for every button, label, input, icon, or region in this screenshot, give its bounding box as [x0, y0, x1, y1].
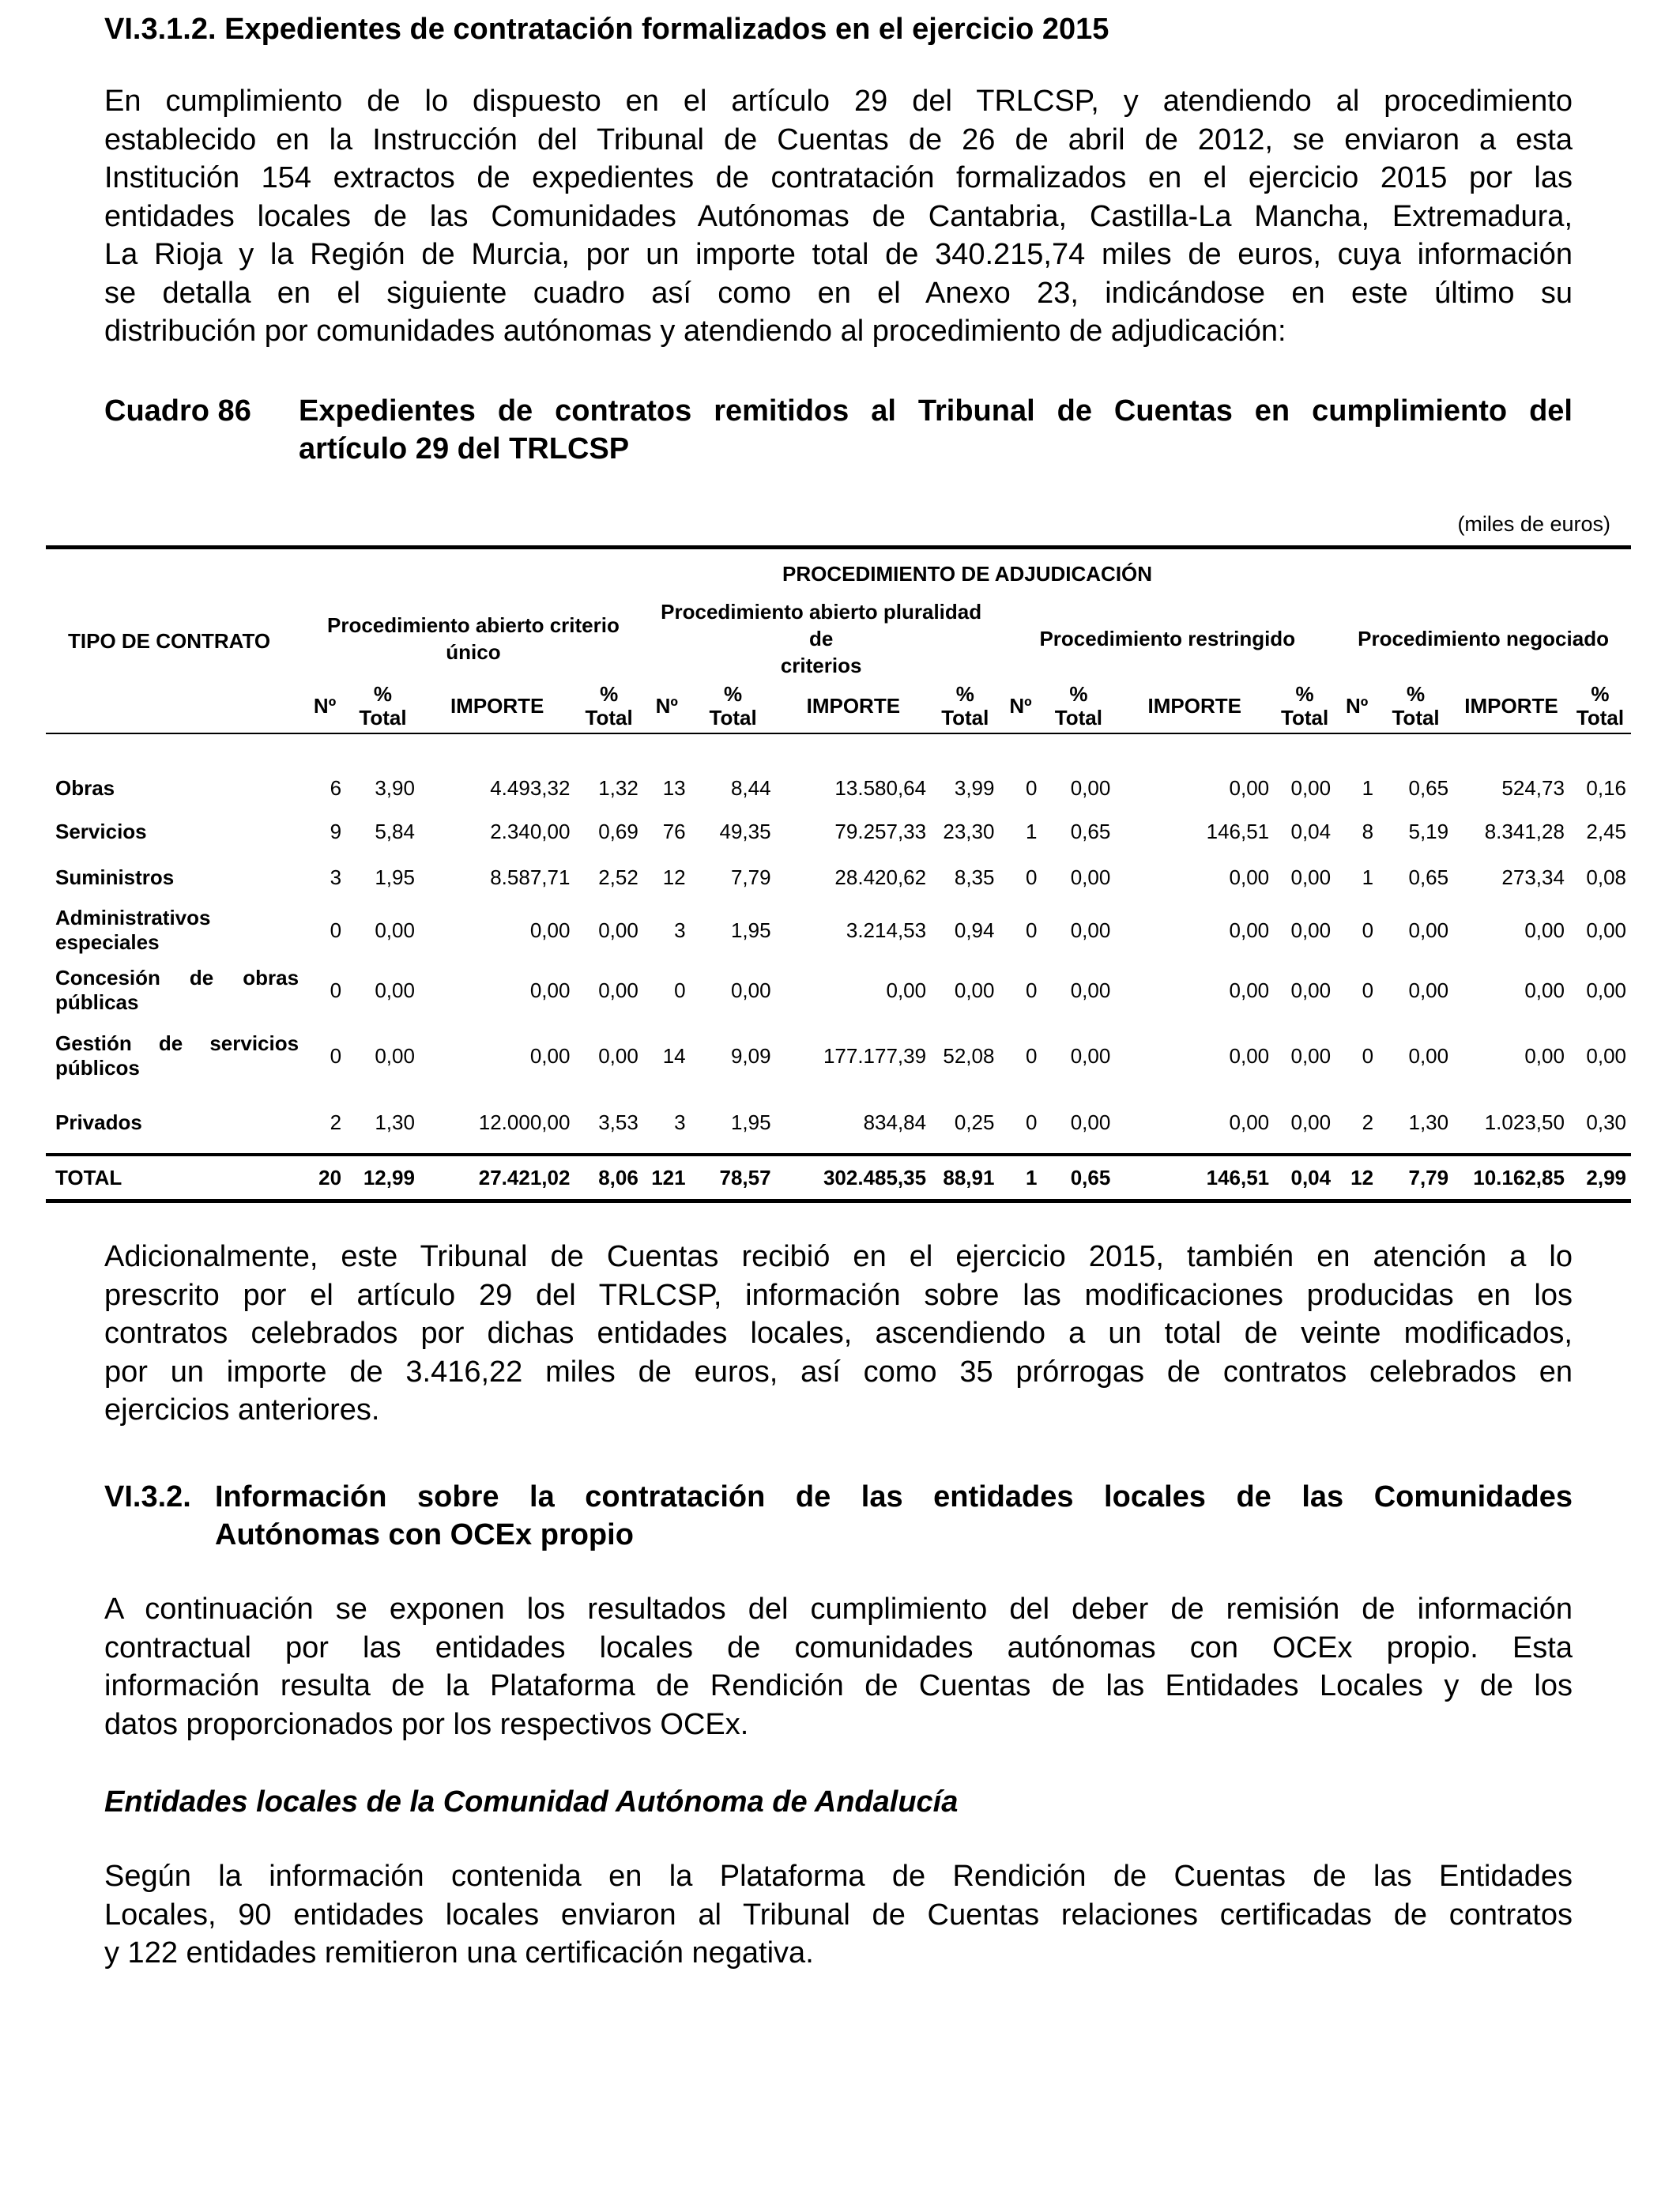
table-cell: 0,30: [1586, 1110, 1626, 1134]
section-heading-vi-3-1-2: VI.3.1.2. Expedientes de contratación formalizados en el ejercicio 2015: [104, 13, 1109, 46]
table-cell: 0,00: [1290, 918, 1332, 942]
row-label: Suministros: [55, 865, 175, 889]
table-cell: 3: [674, 918, 686, 942]
total-cell: 10.162,85: [1453, 1155, 1569, 1201]
header-group-restringido: Procedimiento restringido: [1039, 627, 1296, 650]
row-label: Servicios: [55, 819, 147, 843]
table-cell: 0: [1362, 918, 1374, 942]
total-cell: 7,79: [1378, 1155, 1453, 1201]
table-cell: 0,00: [1290, 776, 1332, 800]
subheader-importe: IMPORTE: [420, 679, 575, 733]
table-cell: 0,00: [1070, 1043, 1111, 1068]
table-cell: 0,65: [1070, 819, 1111, 843]
paragraph-line: distribución por comunidades autónomas y atendiendo al procedimiento de adjudicación:: [104, 315, 1286, 348]
paragraph-line: se detalla en el siguiente cuadro así como en el Anexo 23, indicándose en este último su: [104, 276, 1573, 310]
table-cell: 12.000,00: [478, 1110, 571, 1134]
table-row: [46, 1091, 1631, 1155]
table-cell: 3: [330, 865, 342, 889]
total-label: TOTAL: [46, 1155, 303, 1201]
table-cell: 0,00: [1408, 918, 1449, 942]
table-cell: 1,30: [1408, 1110, 1449, 1134]
paragraph-line: establecido en la Instrucción del Tribunal de Cuentas de 26 de abril de 2012, se enviaron a esta: [104, 123, 1573, 156]
table-cell: 0,00: [1070, 776, 1111, 800]
table-row: [46, 1020, 1631, 1091]
row-label: Obras: [55, 776, 115, 800]
table-cell: 2.340,00: [490, 819, 571, 843]
header-procedimiento: PROCEDIMIENTO DE ADJUDICACIÓN: [303, 548, 1631, 599]
total-cell: 12: [1335, 1155, 1378, 1201]
table-cell: 273,34: [1501, 865, 1565, 889]
table-cell: 1,95: [730, 918, 771, 942]
table-cell: 23,30: [943, 819, 995, 843]
table-cell: 12: [662, 865, 686, 889]
table-cell: 14: [662, 1043, 686, 1068]
table-body: [46, 733, 1631, 1155]
table-cell: 2,52: [598, 865, 638, 889]
paragraph-line: ejercicios anteriores.: [104, 1393, 380, 1427]
table-cell: 0: [1025, 1110, 1038, 1134]
table-cell: 1,95: [375, 865, 415, 889]
table-cell: 0: [1025, 776, 1038, 800]
table-cell: 1.023,50: [1484, 1110, 1565, 1134]
total-cell: 0,65: [1042, 1155, 1115, 1201]
table-cell: 8,44: [730, 776, 771, 800]
row-label: Privados: [55, 1110, 142, 1134]
section-title-line: Autónomas con OCEx propio: [215, 1518, 634, 1551]
table-cell: 0,00: [1229, 1110, 1270, 1134]
table-cell: 0,69: [598, 819, 638, 843]
caption-line: artículo 29 del TRLCSP: [299, 432, 630, 466]
header-group-abierto-unico: Procedimiento abierto criterio único: [327, 613, 620, 664]
paragraph-line: Institución 154 extractos de expedientes de contratación formalizados en el ejercicio 2015 por las: [104, 161, 1573, 194]
subheader-pct-total: % Total: [1378, 679, 1453, 733]
table-cell: 0,00: [598, 918, 638, 942]
table-units: (miles de euros): [1457, 512, 1610, 536]
subheader-pct-total: % Total: [346, 679, 420, 733]
table-cell: 0,25: [954, 1110, 995, 1134]
paragraph-modificaciones: [104, 1238, 1573, 1430]
table-cell: 0: [1025, 865, 1038, 889]
paragraph-line: Adicionalmente, este Tribunal de Cuentas recibió en el ejercicio 2015, también en atención a lo: [104, 1240, 1573, 1273]
paragraph-line: contratos celebrados por dichas entidades locales, ascendiendo a un total de veinte modificados,: [104, 1317, 1573, 1350]
total-cell: 88,91: [931, 1155, 999, 1201]
table-cell: 0,00: [1586, 918, 1626, 942]
table-cell: 0,00: [1290, 1043, 1332, 1068]
table-cell: 9: [330, 819, 342, 843]
table-cell: 76: [662, 819, 686, 843]
table-cell: 0,65: [1408, 865, 1449, 889]
table-caption-title: [299, 392, 1573, 468]
total-cell: 20: [303, 1155, 346, 1201]
table-row: [46, 900, 1631, 960]
header-group-negociado: Procedimiento negociado: [1358, 627, 1609, 650]
section-title-line: Información sobre la contratación de las entidades locales de las Comunidades: [215, 1480, 1573, 1514]
section-title: [215, 1478, 1573, 1554]
subheader-pct-total: % Total: [1569, 679, 1631, 733]
table-cell: 0,00: [1070, 918, 1111, 942]
paragraph-line: y 122 entidades remitieron una certificación negativa.: [104, 1936, 814, 1970]
table-cell: 3: [674, 1110, 686, 1134]
table-cell: 0,00: [1290, 978, 1332, 1002]
table-cell: 5,19: [1408, 819, 1449, 843]
table-cell: 7,79: [730, 865, 771, 889]
paragraph-line: contractual por las entidades locales de comunidades autónomas con OCEx propio. Esta: [104, 1630, 1573, 1664]
total-cell: 121: [643, 1155, 691, 1201]
table-cell: 0: [1025, 918, 1038, 942]
table-cell: 3,99: [954, 776, 995, 800]
subheader-numero: Nº: [303, 679, 346, 733]
table-cell: 0: [1362, 978, 1374, 1002]
table-cell: 4.493,32: [490, 776, 571, 800]
table-cell: 3,53: [598, 1110, 638, 1134]
total-cell: 302.485,35: [776, 1155, 932, 1201]
table-cell: 1: [1025, 819, 1038, 843]
subsection-heading-andalucia: Entidades locales de la Comunidad Autónoma de Andalucía: [104, 1785, 959, 1819]
subheader-pct-total: % Total: [1274, 679, 1335, 733]
subheader-numero: Nº: [999, 679, 1042, 733]
paragraph-line: prescrito por el artículo 29 del TRLCSP, información sobre las modificaciones producidas en los: [104, 1278, 1573, 1312]
table-row: [46, 733, 1631, 809]
table-cell: 5,84: [375, 819, 415, 843]
paragraph-line: por un importe de 3.416,22 miles de euros, así como 35 prórrogas de contratos celebrados en: [104, 1355, 1573, 1389]
table-cell: 0,00: [1586, 1043, 1626, 1068]
table-cell: 0,00: [1229, 978, 1270, 1002]
table-cell: 0,00: [1524, 1043, 1565, 1068]
table-cell: 0: [330, 918, 342, 942]
paragraph-line: entidades locales de las Comunidades Autónomas de Cantabria, Castilla-La Mancha, Extremadura,: [104, 199, 1573, 233]
table-cell: 6: [330, 776, 342, 800]
table-cell: 1: [1362, 865, 1374, 889]
paragraph-line: En cumplimiento de lo dispuesto en el artículo 29 del TRLCSP, y atendiendo al procedimiento: [104, 85, 1573, 118]
table-cell: 0,00: [529, 1043, 571, 1068]
table-cell: 0,00: [1070, 978, 1111, 1002]
table-cell: 0,00: [1408, 1043, 1449, 1068]
table-row: [46, 809, 1631, 854]
paragraph-ocex: [104, 1590, 1573, 1744]
paragraph-line: A continuación se exponen los resultados del cumplimiento del deber de remisión de información: [104, 1593, 1573, 1626]
table-cell: 146,51: [1206, 819, 1270, 843]
total-cell: 8,06: [574, 1155, 642, 1201]
table-cell: 13: [662, 776, 686, 800]
table-cell: 0,00: [730, 978, 771, 1002]
paragraph-line: datos proporcionados por los respectivos OCEx.: [104, 1707, 749, 1741]
table-cell: 0: [1025, 1043, 1038, 1068]
table-cell: 1: [1362, 776, 1374, 800]
total-cell: 146,51: [1115, 1155, 1274, 1201]
table-cell: 1,95: [730, 1110, 771, 1134]
table-cell: 0,08: [1586, 865, 1626, 889]
table-cell: 0,00: [1229, 776, 1270, 800]
table-cell: 3.214,53: [846, 918, 927, 942]
table-total-row: [46, 1155, 1631, 1201]
total-cell: 2,99: [1569, 1155, 1631, 1201]
total-cell: 1: [999, 1155, 1042, 1201]
table-cell: 0,00: [1586, 978, 1626, 1002]
section-number: VI.3.2.: [104, 1480, 191, 1514]
table-row: [46, 960, 1631, 1020]
table-cell: 8: [1362, 819, 1374, 843]
table-cell: 0,00: [598, 978, 638, 1002]
table-cell: 3,90: [375, 776, 415, 800]
table-cell: 28.420,62: [834, 865, 927, 889]
table-cell: 1,32: [598, 776, 638, 800]
table-cell: 0,00: [375, 978, 415, 1002]
table-cell: 0,00: [1290, 1110, 1332, 1134]
table-cell: 0,00: [1524, 918, 1565, 942]
table-cell: 2: [330, 1110, 342, 1134]
paragraph-andalucia: [104, 1857, 1573, 1973]
header-tipo-contrato: TIPO DE CONTRATO: [46, 548, 303, 734]
table-cell: 8.587,71: [490, 865, 571, 889]
total-cell: 78,57: [691, 1155, 776, 1201]
table-cell: 524,73: [1501, 776, 1565, 800]
table-cell: 0: [330, 978, 342, 1002]
table-cell: 0,94: [954, 918, 995, 942]
table-cell: 0,00: [529, 978, 571, 1002]
table-cell: 0,00: [1229, 1043, 1270, 1068]
row-label: Gestión de servicios públicos: [55, 1031, 299, 1080]
table-cell: 0,00: [1070, 865, 1111, 889]
row-label: Administrativos especiales: [55, 906, 211, 954]
table-cell: 0,00: [1290, 865, 1332, 889]
table-cell: 0,00: [529, 918, 571, 942]
subheader-importe: IMPORTE: [1453, 679, 1569, 733]
table-cell: 0: [330, 1043, 342, 1068]
paragraph-line: información resulta de la Plataforma de Rendición de Cuentas de las Entidades Locales y de los: [104, 1669, 1573, 1702]
paragraph-line: Locales, 90 entidades locales enviaron al Tribunal de Cuentas relaciones certificadas de contratos: [104, 1898, 1573, 1932]
total-cell: 27.421,02: [420, 1155, 575, 1201]
table-cell: 49,35: [719, 819, 771, 843]
table-caption-number: Cuadro 86: [104, 394, 251, 428]
contracts-table: [46, 545, 1631, 1203]
paragraph-line: La Rioja y la Región de Murcia, por un importe total de 340.215,74 miles de euros, cuya información: [104, 238, 1573, 271]
table-cell: 0,00: [1408, 978, 1449, 1002]
row-label: Concesión de obras públicas: [55, 966, 299, 1014]
table-cell: 79.257,33: [834, 819, 927, 843]
table-cell: 0,00: [1524, 978, 1565, 1002]
table-cell: 0,00: [886, 978, 927, 1002]
table-cell: 0,00: [375, 1043, 415, 1068]
table-row: [46, 854, 1631, 900]
paragraph-line: Según la información contenida en la Plataforma de Rendición de Cuentas de las Entidades: [104, 1860, 1573, 1893]
table-cell: 8,35: [954, 865, 995, 889]
table-cell: 0,00: [1070, 1110, 1111, 1134]
subheader-pct-total: % Total: [691, 679, 776, 733]
subheader-pct-total: % Total: [1042, 679, 1115, 733]
table-cell: 2: [1362, 1110, 1374, 1134]
table-cell: 1,30: [375, 1110, 415, 1134]
table-cell: 13.580,64: [834, 776, 927, 800]
table-cell: 0: [674, 978, 686, 1002]
table-cell: 0,00: [1229, 918, 1270, 942]
total-cell: 12,99: [346, 1155, 420, 1201]
table-cell: 0,00: [375, 918, 415, 942]
table-cell: 0,00: [954, 978, 995, 1002]
table-cell: 0,16: [1586, 776, 1626, 800]
table-cell: 8.341,28: [1484, 819, 1565, 843]
table-cell: 0,65: [1408, 776, 1449, 800]
subheader-pct-total: % Total: [574, 679, 642, 733]
paragraph-intro: [104, 82, 1573, 351]
table-cell: 834,84: [863, 1110, 927, 1134]
table-cell: 0,00: [598, 1043, 638, 1068]
subheader-importe: IMPORTE: [1115, 679, 1274, 733]
table-cell: 0: [1025, 978, 1038, 1002]
subheader-importe: IMPORTE: [776, 679, 932, 733]
subheader-numero: Nº: [643, 679, 691, 733]
subheader-numero: Nº: [1335, 679, 1378, 733]
header-group-abierto-pluralidad: Procedimiento abierto pluralidad de criterios: [661, 600, 982, 677]
table-cell: 0,04: [1290, 819, 1332, 843]
subheader-pct-total: % Total: [931, 679, 999, 733]
table-cell: 177.177,39: [823, 1043, 927, 1068]
table-cell: 0: [1362, 1043, 1374, 1068]
table-cell: 0,00: [1229, 865, 1270, 889]
table-cell: 2,45: [1586, 819, 1626, 843]
table-cell: 52,08: [943, 1043, 995, 1068]
table-cell: 9,09: [730, 1043, 771, 1068]
caption-line: Expedientes de contratos remitidos al Tribunal de Cuentas en cumplimiento del: [299, 394, 1573, 428]
total-cell: 0,04: [1274, 1155, 1335, 1201]
